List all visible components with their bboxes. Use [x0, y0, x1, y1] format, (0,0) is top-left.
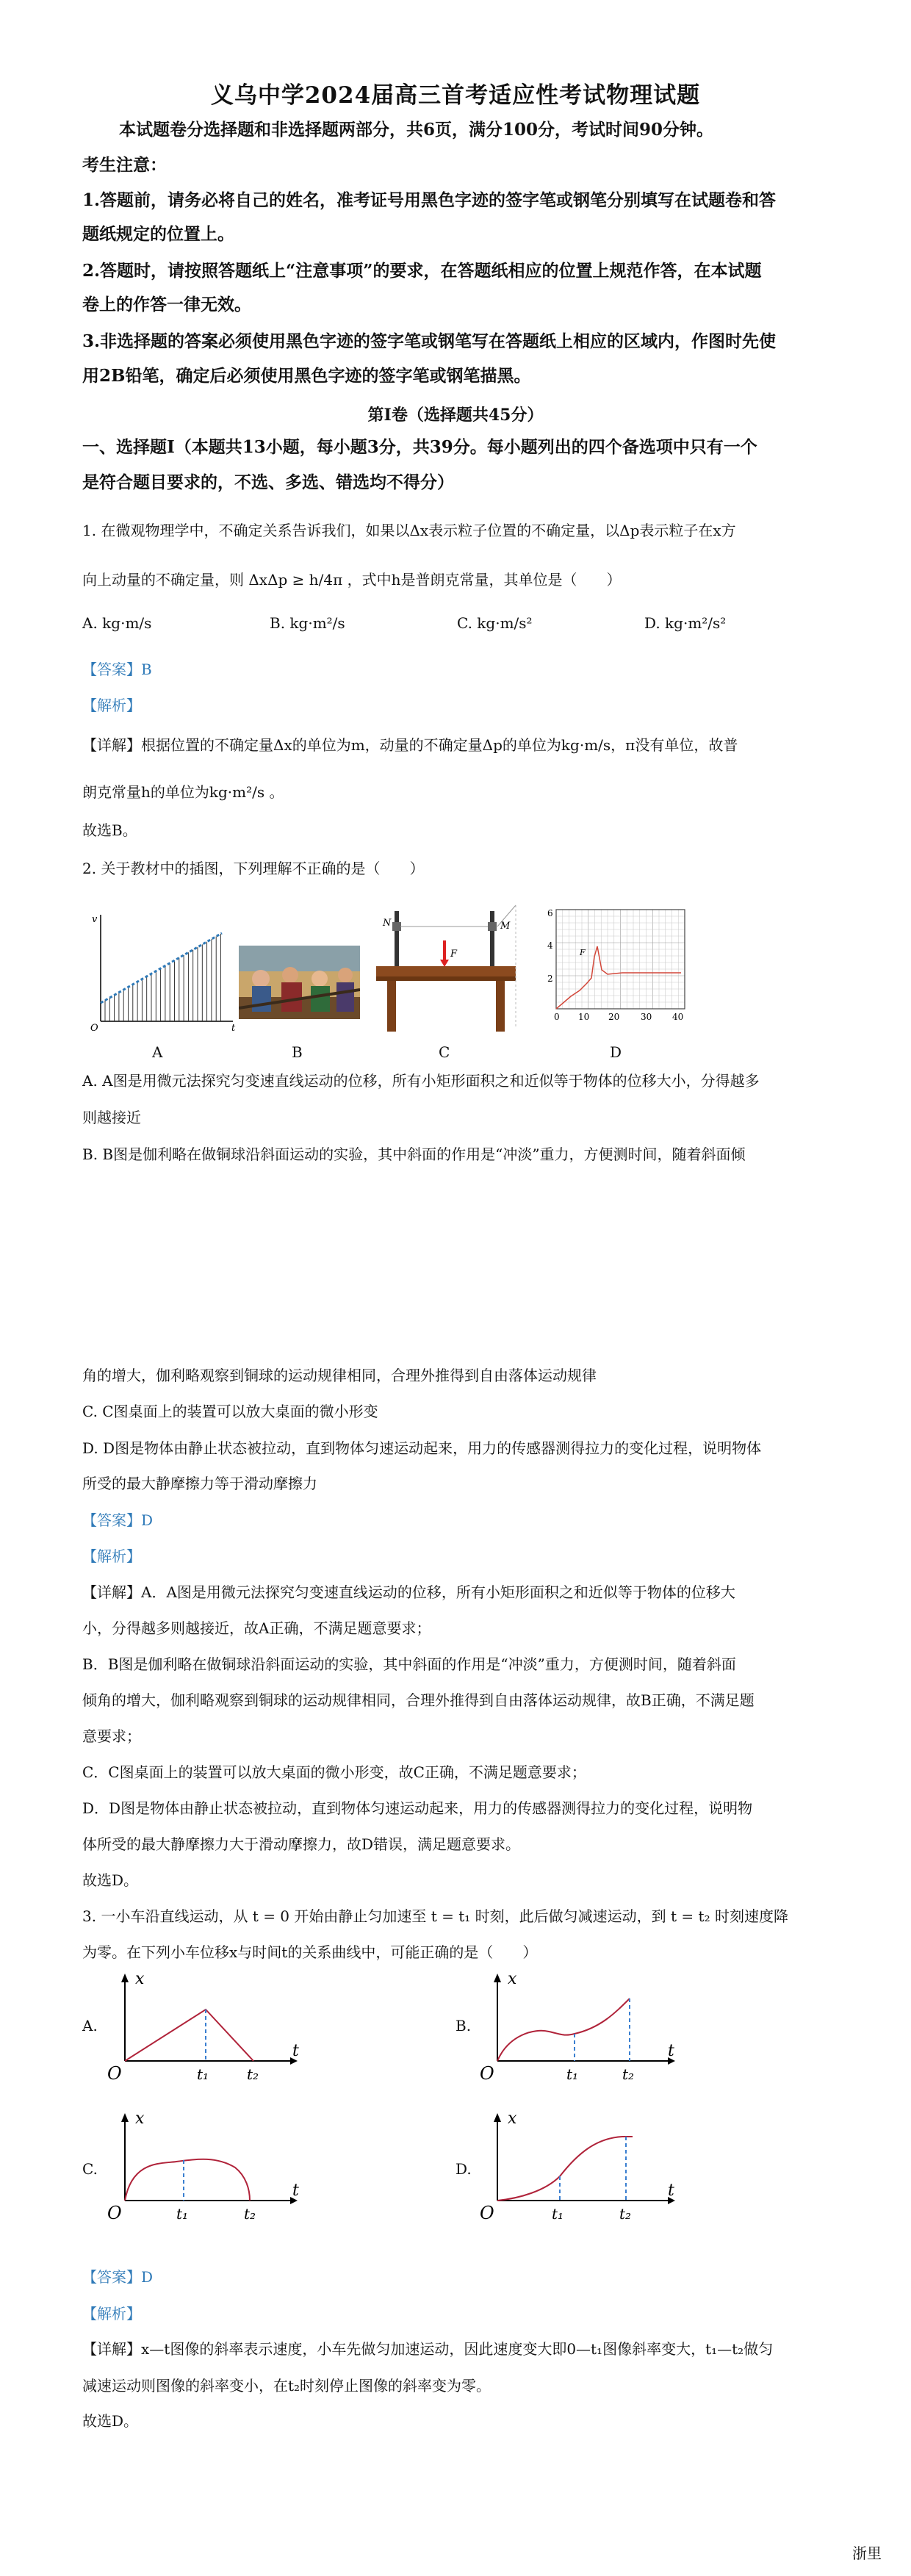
q3-graph-d-label: D. [455, 2160, 472, 2178]
q2-option-line: C. C图桌面上的装置可以放大桌面的微小形变 [82, 1403, 378, 1420]
fig-a-t-label: t [231, 1023, 236, 1034]
t2-label: t₂ [622, 2065, 635, 2083]
q3-graph-a [103, 1969, 301, 2087]
fig-d-xtick: 30 [641, 1012, 652, 1022]
fig-d-ytick: 2 [547, 974, 553, 984]
q3-answer: 【答案】D [82, 2268, 154, 2286]
q2-figure-b-painting [239, 946, 360, 1019]
section-header: 第Ⅰ卷（选择题共45分） [367, 406, 544, 425]
q1-detail: 朗克常量h的单位为kg·m²/s 。 [82, 783, 284, 801]
t2-label: t₂ [244, 2205, 256, 2223]
q3-graph-d [475, 2109, 681, 2226]
t1-label: t₁ [552, 2205, 564, 2223]
q1-option-b: B. kg·m²/s [270, 614, 345, 632]
q1-option-d: D. kg·m²/s² [644, 614, 727, 632]
notice-line: 用2B铅笔，确定后必须使用黑色字迹的签字笔或钢笔描黑。 [82, 366, 531, 386]
fig-d-xtick: 10 [578, 1012, 590, 1022]
q3-stem: 为零。在下列小车位移x与时间t的关系曲线中，可能正确的是（ ） [82, 1943, 538, 1961]
q2-detail: D．D图是物体由静止状态被拉动，直到物体匀速运动起来，用力的传感器测得拉力的变化过程，说明物 [82, 1799, 753, 1817]
axis-t-label: t [292, 2042, 299, 2060]
t1-label: t₁ [176, 2205, 189, 2223]
q3-graph-a-label: A. [82, 2017, 98, 2034]
fig-a-bars [105, 934, 221, 1021]
q2-answer: 【答案】D [82, 1511, 154, 1529]
q2-option-line: 角的增大，伽利略观察到铜球的运动规律相同，合理外推得到自由落体运动规律 [82, 1367, 597, 1384]
notice-line: 1.答题前，请务必将自己的姓名，准考证号用黑色字迹的签字笔或钢笔分别填写在试题卷和答 [82, 190, 777, 210]
page-footer: 浙里 [852, 2544, 882, 2562]
q1-analysis: 【解析】 [82, 697, 141, 714]
q1-option-c: C. kg·m/s² [457, 614, 533, 632]
q2-option-line: 所受的最大静摩擦力等于滑动摩擦力 [82, 1475, 317, 1492]
axis-x-label: x [135, 2109, 145, 2128]
t1-label: t₁ [566, 2065, 579, 2083]
q3-graph-b [475, 1969, 681, 2087]
notice-line: 2.答题时，请按照答题纸上“注意事项”的要求，在答题纸相应的位置上规范作答，在本试题 [82, 261, 762, 281]
q2-option-line: B. B图是伽利略在做铜球沿斜面运动的实验，其中斜面的作用是“冲淡”重力，方便测时间，随着斜面倾 [82, 1145, 746, 1163]
q3-graph-c [103, 2109, 301, 2226]
q2-fig-a-label: A [152, 1043, 163, 1061]
origin-label: O [107, 2203, 122, 2223]
q2-detail: C．C图桌面上的装置可以放大桌面的微小形变，故C正确，不满足题意要求； [82, 1763, 586, 1781]
q2-fig-c-label: C [439, 1043, 450, 1061]
q3-detail: 减速运动则图像的斜率变小，在t₂时刻停止图像的斜率变为零。 [82, 2377, 491, 2395]
origin-label: O [107, 2063, 122, 2084]
q2-fig-d-label: D [610, 1043, 622, 1061]
q1-answer: 【答案】B [82, 661, 152, 678]
axis-x-label: x [508, 1970, 517, 1988]
fig-c-n-label: N [383, 918, 392, 929]
fig-a-v-label: v [92, 914, 98, 925]
q2-figure-c [372, 896, 519, 1036]
q3-graph-c-label: C. [82, 2160, 98, 2178]
q2-detail: 体所受的最大静摩擦力大于滑动摩擦力，故D错误，满足题意要求。 [82, 1835, 521, 1853]
t2-label: t₂ [247, 2065, 259, 2083]
fig-d-xtick: 40 [672, 1012, 684, 1022]
origin-label: O [480, 2063, 494, 2084]
notice-line: 卷上的作答一律无效。 [82, 295, 251, 314]
t1-label: t₁ [197, 2065, 209, 2083]
q2-conclusion: 故选D。 [82, 1871, 139, 1889]
axis-x-label: x [135, 1970, 145, 1988]
origin-label: O [480, 2203, 494, 2223]
q3-stem: 3. 一小车沿直线运动，从 t = 0 开始由静止匀加速至 t = t₁ 时刻，此后做匀减速运动，到 t = t₂ 时刻速度降 [82, 1907, 788, 1925]
q2-fig-b-label: B [292, 1043, 303, 1061]
q2-option-line: A. A图是用微元法探究匀变速直线运动的位移，所有小矩形面积之和近似等于物体的位移大小，分得越多 [82, 1072, 760, 1090]
q3-conclusion: 故选D。 [82, 2412, 139, 2430]
q2-option-line: D. D图是物体由静止状态被拉动，直到物体匀速运动起来，用力的传感器测得拉力的变化过程，说明物体 [82, 1439, 762, 1457]
q1-detail: 【详解】根据位置的不确定量Δx的单位为m，动量的不确定量Δp的单位为kg·m/s，π没有单位，故普 [82, 736, 738, 754]
fig-d-ytick: 6 [547, 908, 553, 918]
notice-line: 题纸规定的位置上。 [82, 224, 234, 244]
axis-t-label: t [668, 2181, 674, 2200]
q2-detail: 【详解】A．A图是用微元法探究匀变速直线运动的位移，所有小矩形面积之和近似等于物体的位移大 [82, 1583, 735, 1601]
fig-c-f-label: F [450, 949, 458, 960]
fig-d-xtick: 0 [554, 1012, 560, 1022]
q1-stem: 向上动量的不确定量，则 ΔxΔp ≥ h/4π ，式中h是普朗克常量，其单位是（ ） [82, 571, 622, 589]
q1-option-a: A. kg·m/s [82, 614, 152, 632]
q1-conclusion: 故选B。 [82, 821, 137, 839]
q3-detail: 【详解】x—t图像的斜率表示速度，小车先做匀加速运动，因此速度变大即0—t₁图像斜率变大，t₁—t₂做匀 [82, 2340, 774, 2358]
q2-detail: 小，分得越多则越接近，故A正确，不满足题意要求； [82, 1619, 431, 1637]
svg-text:F: F [580, 948, 586, 957]
notice-line: 3.非选择题的答案必须使用黑色字迹的签字笔或钢笔写在答题纸上相应的区域内，作图时先使 [82, 331, 777, 351]
q2-figure-a [86, 904, 240, 1036]
fig-d-ytick: 4 [547, 940, 553, 951]
q2-detail: 意要求； [82, 1727, 141, 1745]
q2-detail: B．B图是伽利略在做铜球沿斜面运动的实验，其中斜面的作用是“冲淡”重力，方便测时间，随着斜面 [82, 1655, 736, 1673]
q3-graph-b-label: B. [455, 2017, 472, 2034]
q2-figure-d [534, 902, 692, 1035]
q2-stem: 2. 关于教材中的插图，下列理解不正确的是（ ） [82, 860, 425, 877]
q2-analysis: 【解析】 [82, 1547, 141, 1565]
q1-stem: 1. 在微观物理学中，不确定关系告诉我们，如果以Δx表示粒子位置的不确定量，以Δp表示粒子在x方 [82, 522, 736, 539]
fig-d-xtick: 20 [608, 1012, 620, 1022]
fig-a-origin: O [90, 1023, 98, 1034]
axis-x-label: x [508, 2109, 517, 2128]
fig-c-m-label: M [500, 921, 511, 932]
q3-analysis: 【解析】 [82, 2305, 141, 2323]
part-title: 一、选择题Ⅰ（本题共13小题，每小题3分，共39分。每小题列出的四个备选项中只有一个 [82, 437, 757, 457]
t2-label: t₂ [619, 2205, 632, 2223]
axis-t-label: t [292, 2181, 299, 2200]
q2-option-line: 则越接近 [82, 1109, 141, 1126]
notice-head: 考生注意： [82, 155, 167, 175]
part-title: 是符合题目要求的，不选、多选、错选均不得分） [82, 472, 454, 492]
q2-detail: 倾角的增大，伽利略观察到铜球的运动规律相同，合理外推得到自由落体运动规律，故B正确，不满足题 [82, 1691, 755, 1709]
page-title: 义乌中学2024届高三首考适应性考试物理试题 [210, 82, 701, 109]
intro: 本试题卷分选择题和非选择题两部分，共6页，满分100分，考试时间90分钟。 [119, 120, 714, 140]
axis-t-label: t [668, 2042, 674, 2060]
